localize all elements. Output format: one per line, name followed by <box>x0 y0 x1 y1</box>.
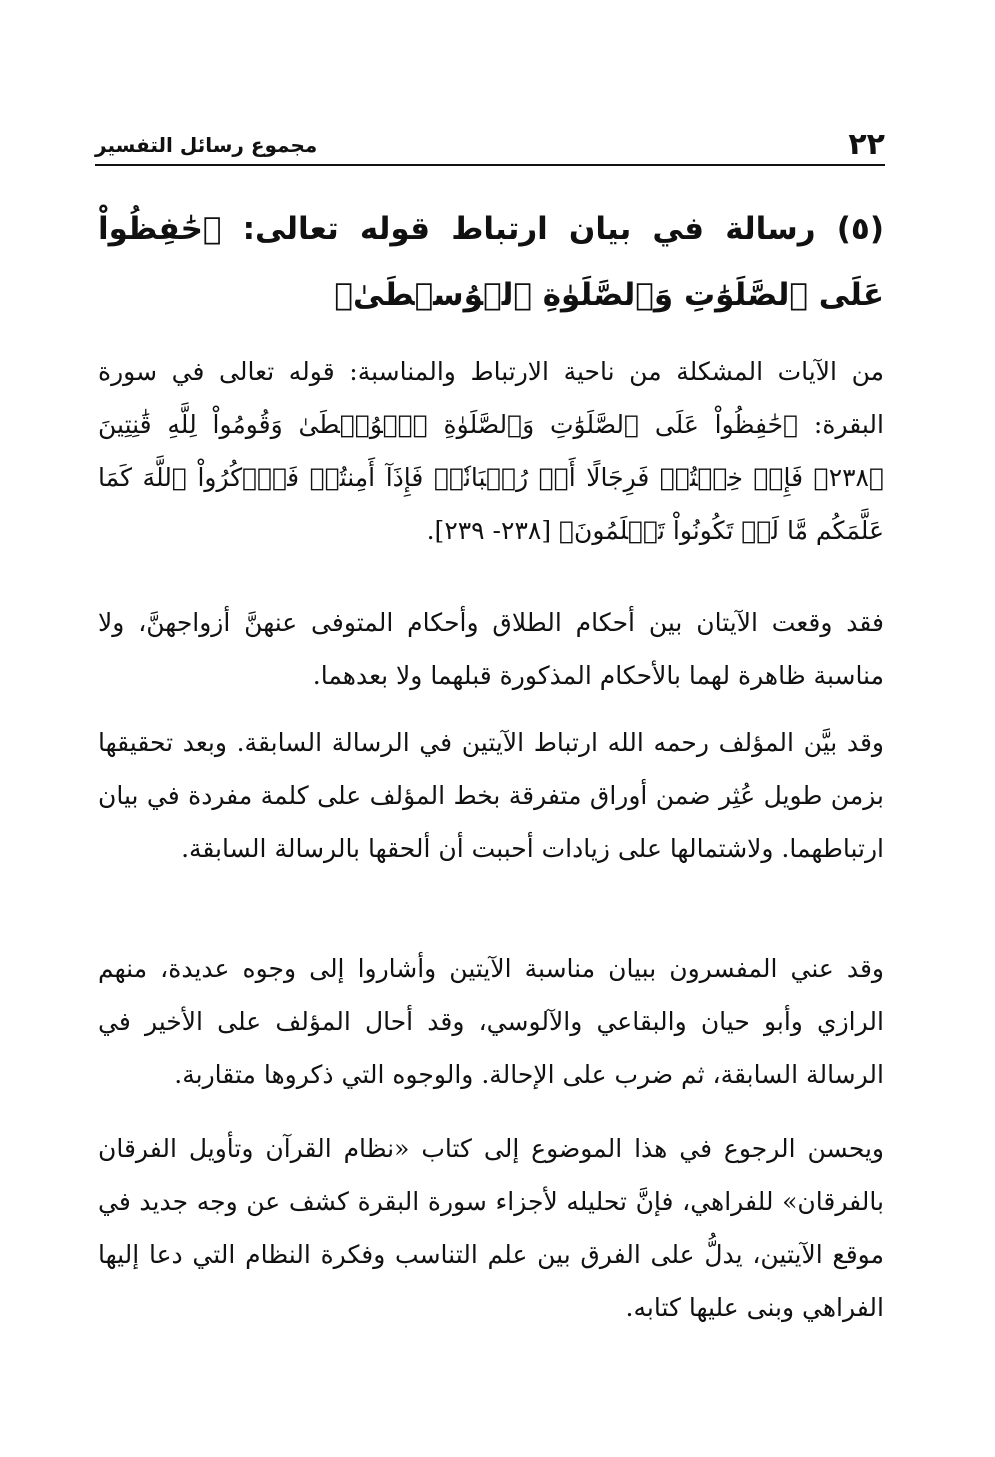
paragraph-commentators: وقد عني المفسرون ببيان مناسبة الآيتين وأشاروا إلى وجوه عديدة، منهم الرازي وأبو حيان والبقاعي والآلوسي، وقد أحال المؤلف على الأخير في الرسالة السابقة، ثم ضرب على الإحالة. والوجوه التي ذكروها متقاربة. <box>98 954 884 1089</box>
running-title: مجموع رسائل التفسير <box>95 133 318 157</box>
paragraph-intro <box>98 345 884 557</box>
intro-text: من الآيات المشكلة من ناحية الارتباط والمناسبة: قوله تعالى في سورة البقرة: <box>98 357 884 439</box>
section-title: (٥) رسالة في بيان ارتباط قوله تعالى: ﴿حَٰفِظُواْ عَلَى ٱلصَّلَوَٰتِ وَٱلصَّلَوٰةِ ٱلۡوُسۡطَىٰ﴾ <box>98 211 884 313</box>
page-header <box>95 128 885 160</box>
quran-verse: ﴿حَٰفِظُواْ عَلَى ٱلصَّلَوَٰتِ وَٱلصَّلَوٰةِ ٱلۡوُسۡطَىٰ وَقُومُواْ لِلَّهِ قَٰنِتِينَ ﴿٢٣٨﴾ فَإِنۡ خِفۡتُمۡ فَرِجَالًا أَوۡ رُكۡبَانٗاۖ فَإِذَآ أَمِنتُمۡ فَٱذۡكُرُواْ ٱللَّهَ كَمَا عَلَّمَكُم مَّا لَمۡ تَكُونُواْ تَعۡلَمُونَ﴾ <box>98 410 884 545</box>
page-number: ٢٢ <box>848 127 885 162</box>
paragraph-placement: فقد وقعت الآيتان بين أحكام الطلاق وأحكام المتوفى عنهنَّ أزواجهنَّ، ولا مناسبة ظاهرة لهما بالأحكام المذكورة قبلهما ولا بعدهما. <box>98 608 884 690</box>
paragraph-author-note: وقد بيَّن المؤلف رحمه الله ارتباط الآيتين في الرسالة السابقة. وبعد تحقيقها بزمن طويل عُثِر ضمن أوراق متفرقة بخط المؤلف على كلمة مفردة في بيان ارتباطهما. ولاشتمالها على زيادات أحببت أن ألحقها بالرسالة السابقة. <box>98 728 884 863</box>
paragraph-farahi: ويحسن الرجوع في هذا الموضوع إلى كتاب «نظام القرآن وتأويل الفرقان بالفرقان» للفراهي، فإنَّ تحليله لأجزاء سورة البقرة كشف عن وجه جديد في موقع الآيتين، يدلُّ على الفرق بين علم التناسب وفكرة النظام التي دعا إليها الفراهي وبنى عليها كتابه. <box>98 1134 884 1322</box>
verse-reference: [٢٣٨- ٢٣٩]. <box>426 516 560 545</box>
header-rule <box>95 164 885 166</box>
